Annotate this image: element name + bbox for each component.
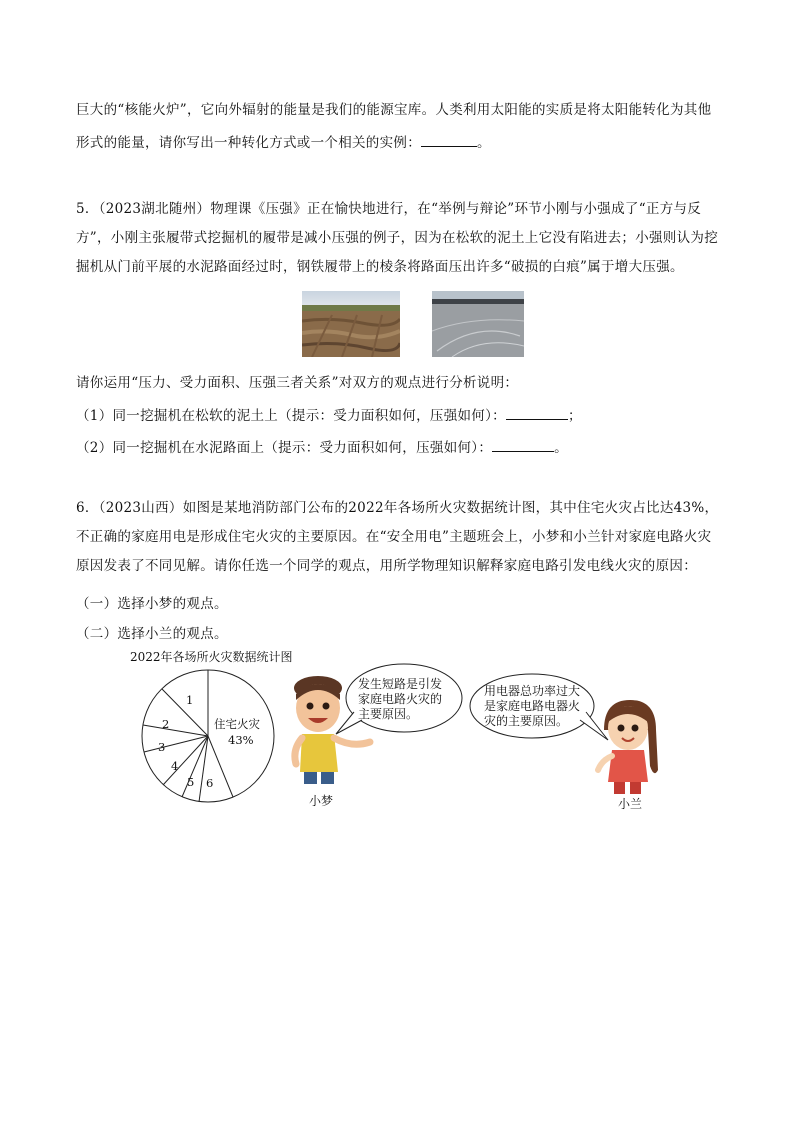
- pie-main-label: 住宅火灾: [214, 717, 260, 731]
- pie-label-1: 1: [186, 693, 194, 707]
- question-5-sub-2-text: （2）同一挖掘机在水泥路面上（提示：受力面积如何，压强如何）：: [76, 440, 493, 456]
- girl-bubble-line-2: 是家庭电路电器火: [484, 699, 581, 713]
- answer-blank-5-2[interactable]: [492, 437, 554, 452]
- girl-name-caption: 小兰: [618, 797, 643, 811]
- pie-label-4: 4: [171, 759, 179, 773]
- concrete-road-photo: [432, 291, 524, 357]
- girl-illustration: [594, 700, 666, 796]
- question-5-sub-1: [76, 405, 582, 426]
- intro-end: 。: [477, 135, 491, 151]
- question-5-sub-1-end: ；: [567, 408, 582, 424]
- question-6-option-2: （二）选择小兰的观点。: [76, 626, 228, 642]
- pie-main-percent: 43%: [228, 733, 254, 747]
- figure-title: 2022年各场所火灾数据统计图: [130, 650, 293, 664]
- question-5-text: 5．（2023湖北随州）物理课《压强》正在愉快地进行，在“举例与辩论”环节小刚与小强成了“正方与反方”，小刚主张履带式挖掘机的履带是减小压强的例子，因为在松软的泥土上它没有陷进去；小强则认为挖掘机从门前平展的水泥路面经过时，钢铁履带上的棱条将路面压出许多“破损的白痕”属于增大压强。: [76, 201, 718, 275]
- question-5-sub-2-end: 。: [554, 440, 568, 456]
- boy-bubble-line-1: 发生短路是引发: [358, 677, 443, 691]
- intro-line-2: [76, 132, 491, 153]
- question-5-sub-1-text: （1）同一挖掘机在松软的泥土上（提示：受力面积如何，压强如何）：: [76, 408, 506, 424]
- pie-label-2: 2: [162, 717, 170, 731]
- intro-line-1: 巨大的“核能火炉”，它向外辐射的能量是我们的能源宝库。人类利用太阳能的实质是将太阳能转化为其他: [76, 102, 712, 118]
- question-6-text: 6．（2023山西）如图是某地消防部门公布的2022年各场所火灾数据统计图，其中住宅火灾占比达43%，不正确的家庭用电是形成住宅火灾的主要原因。在“安全用电”主题班会上，小梦和小兰针对家庭电路火灾原因发表了不同见解。请你任选一个同学的观点，用所学物理知识解释家庭电路引发电线火灾的原因：: [76, 500, 719, 574]
- answer-blank-5-1[interactable]: [506, 405, 568, 420]
- pie-label-5: 5: [187, 775, 195, 789]
- boy-name-caption: 小梦: [309, 794, 334, 808]
- answer-blank-intro[interactable]: [421, 132, 477, 147]
- muddy-ground-photo: [302, 291, 400, 357]
- boy-bubble-line-3: 主要原因。: [358, 707, 419, 721]
- pie-label-3: 3: [158, 740, 166, 754]
- girl-bubble-line-1: 用电器总功率过大: [484, 684, 581, 698]
- boy-bubble-line-2: 家庭电路火灾的: [358, 692, 443, 706]
- question-6-option-1: （一）选择小梦的观点。: [76, 596, 228, 612]
- pie-label-6: 6: [206, 776, 214, 790]
- question-5-sub-2: [76, 437, 568, 458]
- intro-line-2-text: 形式的能量，请你写出一种转化方式或一个相关的实例：: [76, 135, 421, 151]
- question-5-prompt: 请你运用“压力、受力面积、压强三者关系”对双方的观点进行分析说明：: [76, 375, 519, 391]
- girl-bubble-line-3: 灾的主要原因。: [484, 714, 569, 728]
